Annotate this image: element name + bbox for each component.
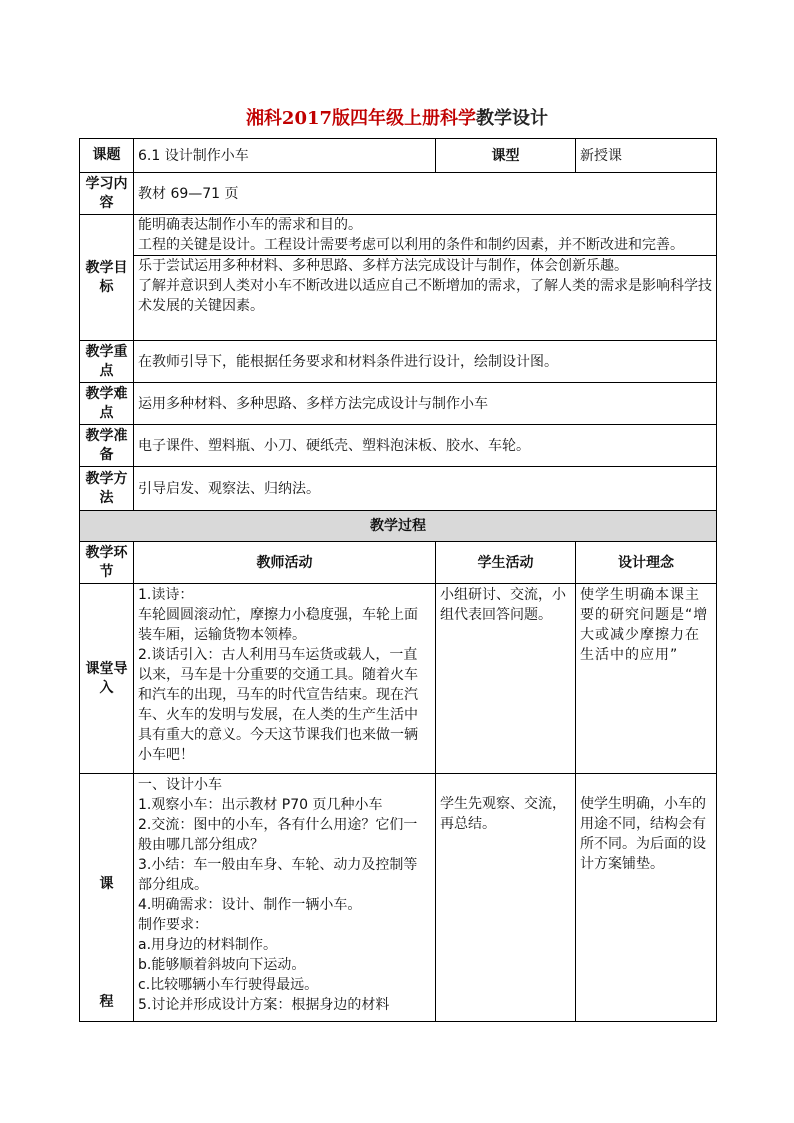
row-topic bbox=[80, 139, 717, 173]
row-goals bbox=[80, 215, 717, 341]
difficulty-label: 教学难点 bbox=[80, 383, 134, 425]
course-teacher-line: 制作要求： bbox=[138, 917, 208, 933]
col-student: 学生活动 bbox=[436, 542, 576, 584]
preparation-value: 电子课件、塑料瓶、小刀、硬纸壳、塑料泡沫板、胶水、车轮。 bbox=[134, 425, 717, 467]
intro-teacher-line: 1.读诗： bbox=[138, 587, 194, 603]
content-label: 学习内容 bbox=[80, 173, 134, 215]
course-teacher bbox=[134, 774, 436, 1022]
course-design: 使学生明确，小车的用途不同，结构会有所不同。为后面的设计方案铺垫。 bbox=[576, 774, 717, 1022]
intro-student: 小组研讨、交流，小组代表回答问题。 bbox=[436, 584, 576, 774]
course-student: 学生先观察、交流，再总结。 bbox=[436, 774, 576, 1022]
key-point-value: 在教师引导下，能根据任务要求和材料条件进行设计，绘制设计图。 bbox=[134, 341, 717, 383]
key-point-label: 教学重点 bbox=[80, 341, 134, 383]
method-label: 教学方法 bbox=[80, 467, 134, 511]
goal-line: 工程的关键是设计。工程设计需要考虑可以利用的条件和制约因素，并不断改进和完善。 bbox=[138, 237, 684, 253]
document-title bbox=[0, 104, 794, 130]
goals-cell bbox=[134, 215, 717, 341]
title-part1: 湘科2017版四年级上册科学 bbox=[245, 108, 477, 129]
difficulty-value: 运用多种材料、多种思路、多样方法完成设计与制作小车 bbox=[134, 383, 717, 425]
row-process-columns bbox=[80, 542, 717, 584]
row-difficulty bbox=[80, 383, 717, 425]
row-intro bbox=[80, 584, 717, 774]
process-heading: 教学过程 bbox=[80, 511, 717, 542]
course-teacher-line: c.比较哪辆小车行驶得最远。 bbox=[138, 977, 319, 993]
topic-value: 6.1 设计制作小车 bbox=[134, 139, 436, 173]
content-value: 教材 69—71 页 bbox=[134, 173, 717, 215]
type-value: 新授课 bbox=[576, 139, 717, 173]
intro-design: 使学生明确本课主要的研究问题是“增大或减少摩擦力在生活中的应用” bbox=[576, 584, 717, 774]
goals-divider bbox=[134, 255, 716, 316]
lesson-plan-table bbox=[79, 138, 717, 1022]
intro-teacher-line: 车轮圆圆滚动忙，摩擦力小稳度强，车轮上面装车厢，运输货物本领棒。 bbox=[138, 607, 418, 643]
row-preparation bbox=[80, 425, 717, 467]
course-teacher-line: 1.观察小车：出示教材 P70 页几种小车 bbox=[138, 797, 383, 813]
goal-line: 乐于尝试运用多种材料、多种思路、多样方法完成设计与制作，体会创新乐趣。 bbox=[138, 258, 628, 274]
topic-label: 课题 bbox=[80, 139, 134, 173]
row-process-heading bbox=[80, 511, 717, 542]
intro-teacher-line: 2.谈话引入：古人利用马车运货或载人，一直以来，马车是十分重要的交通工具。随着火车和汽车的出现，马车的时代宣告结束。现在汽车、火车的发明与发展，在人类的生产生活中具有重大的意义。今天这节课我们也来做一辆小车吧！ bbox=[138, 647, 418, 763]
goals-label: 教学目标 bbox=[80, 215, 134, 341]
course-teacher-line: 4.明确需求：设计、制作一辆小车。 bbox=[138, 897, 362, 913]
course-teacher-line: a.用身边的材料制作。 bbox=[138, 937, 278, 953]
intro-stage: 课堂导入 bbox=[80, 584, 134, 774]
goal-line: 了解并意识到人类对小车不断改进以适应自己不断增加的需求，了解人类的需求是影响科学技术发展的关键因素。 bbox=[138, 278, 712, 314]
preparation-label: 教学准备 bbox=[80, 425, 134, 467]
title-part2: 教学设计 bbox=[476, 108, 549, 129]
course-teacher-line: 一、设计小车 bbox=[138, 777, 222, 793]
type-label: 课型 bbox=[436, 139, 576, 173]
row-key-point bbox=[80, 341, 717, 383]
course-stage-top: 课 bbox=[99, 876, 114, 892]
row-content bbox=[80, 173, 717, 215]
col-teacher: 教师活动 bbox=[134, 542, 436, 584]
course-teacher-line: 2.交流：图中的小车，各有什么用途？它们一般由哪几部分组成？ bbox=[138, 817, 418, 853]
course-teacher-line: 5.讨论并形成设计方案：根据身边的材料 bbox=[138, 997, 390, 1013]
row-course bbox=[80, 774, 717, 1022]
course-stage-bottom: 程 bbox=[99, 994, 114, 1010]
col-stage: 教学环节 bbox=[80, 542, 134, 584]
course-teacher-line: b.能够顺着斜坡向下运动。 bbox=[138, 957, 306, 973]
row-method bbox=[80, 467, 717, 511]
intro-teacher bbox=[134, 584, 436, 774]
method-value: 引导启发、观察法、归纳法。 bbox=[134, 467, 717, 511]
col-design: 设计理念 bbox=[576, 542, 717, 584]
goal-line: 能明确表达制作小车的需求和目的。 bbox=[138, 217, 362, 233]
course-stage bbox=[80, 774, 134, 1022]
course-teacher-line: 3.小结：车一般由车身、车轮、动力及控制等部分组成。 bbox=[138, 857, 418, 893]
